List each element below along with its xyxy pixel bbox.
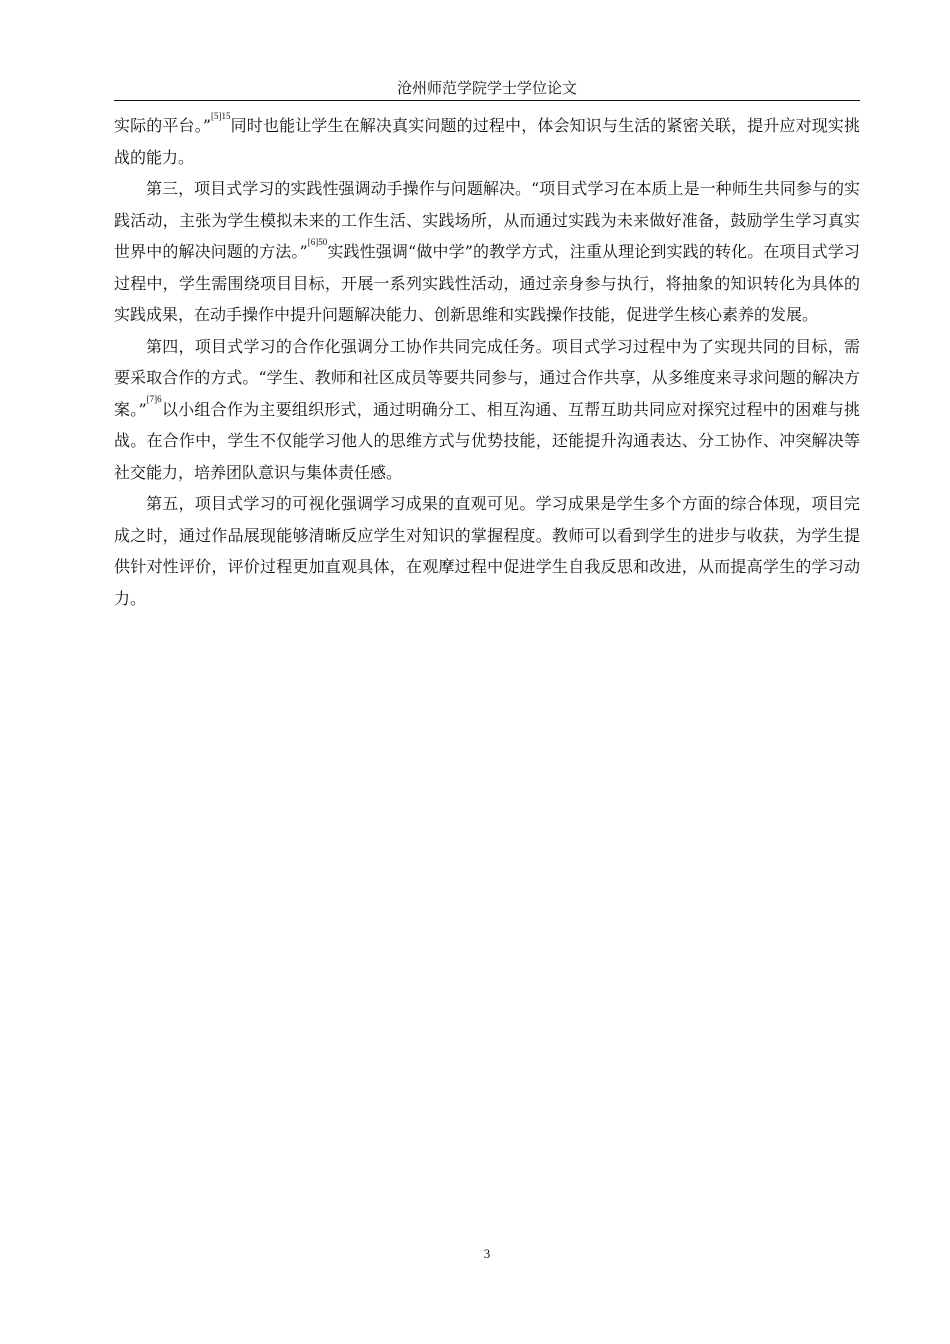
paragraph-text: 第五，项目式学习的可视化强调学习成果的直观可见。学习成果是学生多个方面的综合体现，项目完成之时，通过作品展现能够清晰反应学生对知识的掌握程度。教师可以看到学生的进步与收获，为学生提供针对性评价，评价过程更加直观具体，在观摩过程中促进学生自我反思和改进，从而提高学生的学习动力。	[114, 494, 860, 608]
paragraph-continued	[114, 110, 860, 173]
page-number: 3	[483, 1246, 491, 1261]
paragraph-text: 第三，项目式学习的实践性强调动手操作与问题解决。“项目式学习在本质上是一种师生共同参与的实践活动，主张为学生模拟未来的工作生活、实践场所，从而通过实践为未来做好准备，鼓励学生学习真实世界中的解决问题的方法。”	[114, 179, 860, 261]
body-text	[114, 110, 860, 614]
citation-marker: [7]6	[146, 394, 162, 405]
citation-marker: [5]15	[211, 110, 231, 121]
paragraph-cooperation	[114, 331, 860, 489]
paragraph-text: 同时也能让学生在解决真实问题的过程中，体会知识与生活的紧密关联，提升应对现实挑战的能力。	[114, 116, 860, 167]
paragraph-text: 第四，项目式学习的合作化强调分工协作共同完成任务。项目式学习过程中为了实现共同的目标，需要采取合作的方式。“学生、教师和社区成员等要共同参与，通过合作共享，从多维度来寻求问题的解决方案。”	[114, 336, 860, 419]
paragraph-visualization	[114, 488, 860, 614]
running-header: 沧州师范学院学士学位论文	[396, 79, 577, 97]
header-divider	[114, 100, 860, 101]
paragraph-practicality	[114, 173, 860, 331]
paragraph-text: 实际的平台。”	[114, 116, 212, 135]
paragraph-text: 实践性强调“做中学”的教学方式，注重从理论到实践的转化。在项目式学习过程中，学生需围绕项目目标，开展一系列实践性活动，通过亲身参与执行，将抽象的知识转化为具体的实践成果，在动手操作中提升问题解决能力、创新思维和实践操作技能，促进学生核心素养的发展。	[114, 242, 860, 324]
paragraph-text: 以小组合作为主要组织形式，通过明确分工、相互沟通、互帮互助共同应对探究过程中的困难与挑战。在合作中，学生不仅能学习他人的思维方式与优势技能，还能提升沟通表达、分工协作、冲突解决等社交能力，培养团队意识与集体责任感。	[114, 399, 860, 482]
citation-marker: [6]50	[307, 236, 328, 247]
